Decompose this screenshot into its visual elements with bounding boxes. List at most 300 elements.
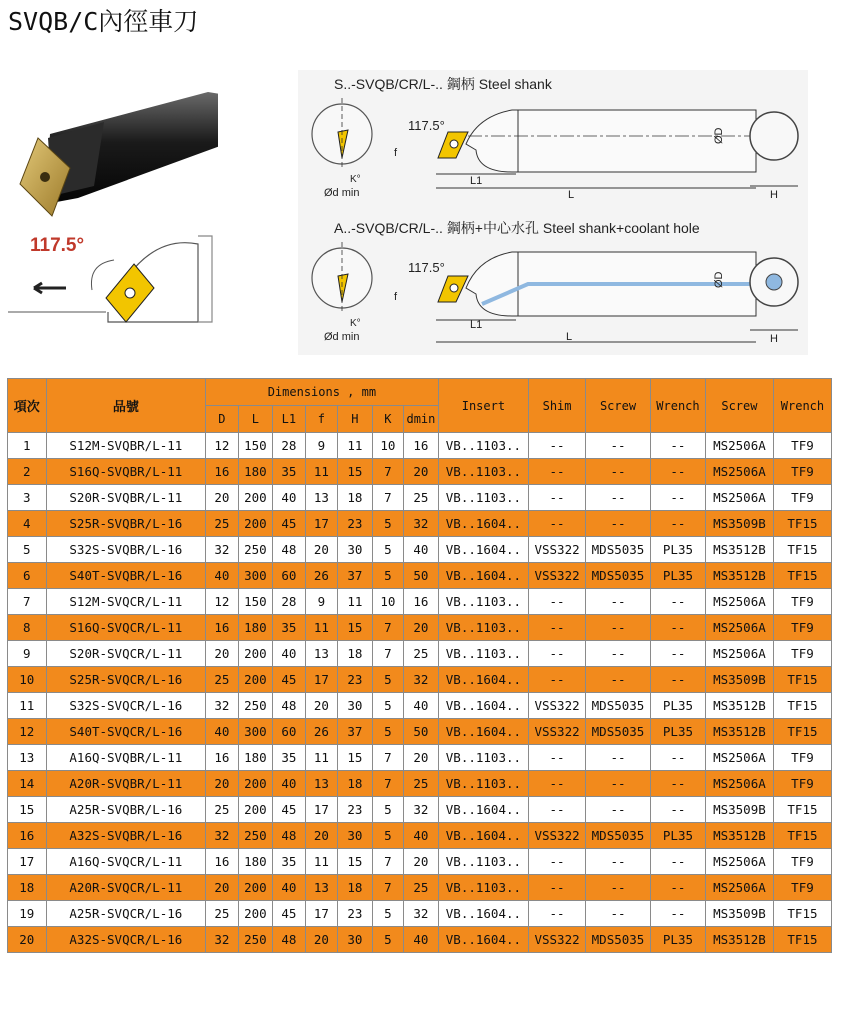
f-cell: 11 (305, 745, 338, 771)
k-cell: 7 (372, 771, 403, 797)
model-cell: S12M-SVQBR/L-11 (46, 433, 206, 459)
f-cell: 11 (305, 849, 338, 875)
screw-cell: -- (586, 901, 651, 927)
wrench2-cell: TF15 (773, 927, 831, 953)
l1-cell: 35 (273, 459, 306, 485)
screw2-cell: MS3509B (705, 667, 773, 693)
wrench2-cell: TF15 (773, 719, 831, 745)
insert-cell: VB..1103.. (438, 849, 528, 875)
d-cell: 25 (206, 511, 239, 537)
wrench2-cell: TF9 (773, 849, 831, 875)
model-cell: S12M-SVQCR/L-11 (46, 589, 206, 615)
screw2-cell: MS3509B (705, 901, 773, 927)
f-cell: 20 (305, 693, 338, 719)
wrench2-cell: TF15 (773, 537, 831, 563)
dmin-cell: 20 (404, 849, 439, 875)
table-row (8, 693, 832, 719)
model-cell: S25R-SVQCR/L-16 (46, 667, 206, 693)
wrench-cell: PL35 (651, 927, 706, 953)
header-wrench: Wrench (651, 379, 706, 433)
dmin-cell: 25 (404, 771, 439, 797)
k-cell: 5 (372, 719, 403, 745)
h-cell: 15 (338, 745, 373, 771)
table-row (8, 615, 832, 641)
header-f: f (305, 406, 338, 433)
table-row (8, 485, 832, 511)
model-cell: S25R-SVQBR/L-16 (46, 511, 206, 537)
shim-cell: -- (529, 641, 586, 667)
f-cell: 17 (305, 667, 338, 693)
screw-cell: MDS5035 (586, 823, 651, 849)
screw2-cell: MS2506A (705, 459, 773, 485)
table-row (8, 511, 832, 537)
wrench2-cell: TF15 (773, 797, 831, 823)
header-dmin: dmin (404, 406, 439, 433)
screw2-cell: MS2506A (705, 641, 773, 667)
h-cell: 11 (338, 433, 373, 459)
wrench-cell: -- (651, 901, 706, 927)
wrench-cell: -- (651, 667, 706, 693)
shim-cell: VSS322 (529, 823, 586, 849)
screw-cell: -- (586, 771, 651, 797)
dmin-cell: 50 (404, 719, 439, 745)
h-cell: 30 (338, 693, 373, 719)
l-cell: 250 (238, 537, 273, 563)
feed-arrow-icon (34, 283, 66, 293)
model-cell: A25R-SVQCR/L-16 (46, 901, 206, 927)
model-cell: A32S-SVQCR/L-16 (46, 927, 206, 953)
k-cell: 5 (372, 927, 403, 953)
dmin-cell: 32 (404, 511, 439, 537)
l-cell: 200 (238, 511, 273, 537)
screw2-cell: MS2506A (705, 849, 773, 875)
insert-cell: VB..1103.. (438, 615, 528, 641)
table-body (8, 433, 832, 953)
screw2-cell: MS3512B (705, 719, 773, 745)
screw2-cell: MS2506A (705, 615, 773, 641)
h-cell: 30 (338, 537, 373, 563)
insert-cell: VB..1604.. (438, 537, 528, 563)
table-row (8, 537, 832, 563)
steel-f-label: f (394, 147, 398, 159)
screw-cell: MDS5035 (586, 693, 651, 719)
l1-cell: 35 (273, 745, 306, 771)
k-cell: 5 (372, 901, 403, 927)
dmin-cell: 16 (404, 589, 439, 615)
table-row (8, 589, 832, 615)
header-k: K (372, 406, 403, 433)
table-row (8, 823, 832, 849)
dmin-cell: 20 (404, 459, 439, 485)
item-cell: 10 (8, 667, 47, 693)
h-cell: 23 (338, 667, 373, 693)
screw2-cell: MS3512B (705, 693, 773, 719)
wrench2-cell: TF15 (773, 667, 831, 693)
f-cell: 9 (305, 433, 338, 459)
l1-cell: 45 (273, 797, 306, 823)
dmin-cell: 32 (404, 667, 439, 693)
model-cell: S40T-SVQCR/L-16 (46, 719, 206, 745)
h-cell: 23 (338, 797, 373, 823)
item-cell: 8 (8, 615, 47, 641)
l1-cell: 45 (273, 667, 306, 693)
d-cell: 20 (206, 771, 239, 797)
l-cell: 300 (238, 719, 273, 745)
wrench-cell: -- (651, 875, 706, 901)
f-cell: 13 (305, 875, 338, 901)
wrench-cell: PL35 (651, 719, 706, 745)
model-cell: S32S-SVQBR/L-16 (46, 537, 206, 563)
wrench-cell: -- (651, 459, 706, 485)
coolant-dmin-label: Ød min (324, 331, 360, 343)
item-cell: 17 (8, 849, 47, 875)
shim-cell: -- (529, 667, 586, 693)
coolant-f-label: f (394, 291, 398, 303)
header-l1: L1 (273, 406, 306, 433)
insert-cell: VB..1604.. (438, 797, 528, 823)
k-cell: 5 (372, 537, 403, 563)
wrench-cell: -- (651, 745, 706, 771)
table-row (8, 745, 832, 771)
model-cell: A25R-SVQBR/L-16 (46, 797, 206, 823)
dmin-cell: 25 (404, 641, 439, 667)
screw2-cell: MS2506A (705, 485, 773, 511)
screw-cell: -- (586, 745, 651, 771)
technical-drawings (298, 70, 808, 355)
l-cell: 180 (238, 745, 273, 771)
l1-cell: 40 (273, 485, 306, 511)
l1-cell: 48 (273, 537, 306, 563)
l-cell: 200 (238, 875, 273, 901)
d-cell: 40 (206, 719, 239, 745)
screw-cell: -- (586, 485, 651, 511)
insert-cell: VB..1604.. (438, 823, 528, 849)
l-cell: 180 (238, 615, 273, 641)
coolant-l1-label: L1 (470, 319, 483, 331)
insert-cell: VB..1604.. (438, 693, 528, 719)
steel-k-label: K° (350, 174, 361, 185)
h-cell: 30 (338, 823, 373, 849)
header-shim: Shim (529, 379, 586, 433)
shim-cell: VSS322 (529, 537, 586, 563)
tool-photo (8, 86, 218, 332)
screw2-cell: MS2506A (705, 875, 773, 901)
model-cell: A16Q-SVQBR/L-11 (46, 745, 206, 771)
item-cell: 3 (8, 485, 47, 511)
item-cell: 19 (8, 901, 47, 927)
table-row (8, 875, 832, 901)
insert-cell: VB..1604.. (438, 511, 528, 537)
d-cell: 20 (206, 875, 239, 901)
screw2-cell: MS3512B (705, 927, 773, 953)
d-cell: 25 (206, 797, 239, 823)
screw-cell: MDS5035 (586, 927, 651, 953)
wrench2-cell: TF15 (773, 511, 831, 537)
table-row (8, 849, 832, 875)
k-cell: 5 (372, 667, 403, 693)
d-cell: 32 (206, 823, 239, 849)
header-wrench-2: Wrench (773, 379, 831, 433)
d-cell: 32 (206, 693, 239, 719)
h-cell: 18 (338, 771, 373, 797)
shim-cell: -- (529, 433, 586, 459)
item-cell: 7 (8, 589, 47, 615)
coolant-h-label: H (770, 333, 778, 345)
dmin-cell: 40 (404, 537, 439, 563)
wrench-cell: -- (651, 797, 706, 823)
shim-cell: -- (529, 797, 586, 823)
wrench-cell: -- (651, 771, 706, 797)
d-cell: 16 (206, 849, 239, 875)
screw-cell: MDS5035 (586, 537, 651, 563)
shim-cell: -- (529, 901, 586, 927)
insert-cell: VB..1103.. (438, 433, 528, 459)
f-cell: 11 (305, 615, 338, 641)
item-cell: 1 (8, 433, 47, 459)
insert-cell: VB..1103.. (438, 641, 528, 667)
d-cell: 12 (206, 433, 239, 459)
dmin-cell: 16 (404, 433, 439, 459)
screw-cell: -- (586, 641, 651, 667)
l-cell: 180 (238, 849, 273, 875)
f-cell: 17 (305, 901, 338, 927)
steel-l1-label: L1 (470, 175, 483, 187)
l-cell: 150 (238, 433, 273, 459)
f-cell: 20 (305, 537, 338, 563)
screw2-cell: MS2506A (705, 589, 773, 615)
wrench2-cell: TF9 (773, 771, 831, 797)
header-dimensions: Dimensions , mm (206, 379, 439, 406)
l-cell: 250 (238, 693, 273, 719)
coolant-k-label: K° (350, 318, 361, 329)
item-cell: 2 (8, 459, 47, 485)
insert-cell: VB..1604.. (438, 563, 528, 589)
shim-cell: -- (529, 771, 586, 797)
table-row (8, 459, 832, 485)
h-cell: 15 (338, 849, 373, 875)
item-cell: 20 (8, 927, 47, 953)
screw-cell: -- (586, 589, 651, 615)
wrench-cell: -- (651, 615, 706, 641)
steel-h-label: H (770, 189, 778, 201)
shim-cell: -- (529, 485, 586, 511)
table-row (8, 719, 832, 745)
dmin-cell: 25 (404, 485, 439, 511)
dmin-cell: 32 (404, 901, 439, 927)
l-cell: 180 (238, 459, 273, 485)
l-cell: 200 (238, 667, 273, 693)
h-cell: 30 (338, 927, 373, 953)
spec-table (7, 378, 832, 953)
screw-cell: -- (586, 875, 651, 901)
wrench-cell: PL35 (651, 537, 706, 563)
dmin-cell: 40 (404, 823, 439, 849)
d-cell: 20 (206, 485, 239, 511)
dmin-cell: 50 (404, 563, 439, 589)
screw2-cell: MS3509B (705, 511, 773, 537)
item-cell: 4 (8, 511, 47, 537)
insert-diagram (106, 264, 154, 322)
k-cell: 7 (372, 641, 403, 667)
angle-label: 117.5° (30, 235, 85, 256)
k-cell: 5 (372, 563, 403, 589)
l1-cell: 45 (273, 511, 306, 537)
shim-cell: -- (529, 875, 586, 901)
k-cell: 10 (372, 589, 403, 615)
shim-cell: -- (529, 459, 586, 485)
model-cell: S16Q-SVQCR/L-11 (46, 615, 206, 641)
h-cell: 23 (338, 511, 373, 537)
l1-cell: 48 (273, 693, 306, 719)
d-cell: 40 (206, 563, 239, 589)
header-item: 項次 (8, 379, 47, 433)
k-cell: 7 (372, 849, 403, 875)
wrench2-cell: TF9 (773, 615, 831, 641)
h-cell: 37 (338, 719, 373, 745)
dmin-cell: 40 (404, 927, 439, 953)
table-row (8, 797, 832, 823)
k-cell: 7 (372, 615, 403, 641)
l-cell: 200 (238, 901, 273, 927)
f-cell: 17 (305, 797, 338, 823)
h-cell: 15 (338, 459, 373, 485)
table-row (8, 901, 832, 927)
f-cell: 13 (305, 641, 338, 667)
k-cell: 10 (372, 433, 403, 459)
steel-dmin-label: Ød min (324, 187, 360, 199)
header-h: H (338, 406, 373, 433)
screw2-cell: MS2506A (705, 771, 773, 797)
dmin-cell: 20 (404, 615, 439, 641)
h-cell: 18 (338, 875, 373, 901)
wrench2-cell: TF9 (773, 745, 831, 771)
insert-cell: VB..1604.. (438, 901, 528, 927)
header-l: L (238, 406, 273, 433)
item-cell: 9 (8, 641, 47, 667)
table-row (8, 771, 832, 797)
dmin-cell: 25 (404, 875, 439, 901)
l1-cell: 40 (273, 641, 306, 667)
k-cell: 7 (372, 875, 403, 901)
h-cell: 37 (338, 563, 373, 589)
l1-cell: 35 (273, 615, 306, 641)
dmin-cell: 32 (404, 797, 439, 823)
k-cell: 7 (372, 485, 403, 511)
k-cell: 5 (372, 823, 403, 849)
header-d: D (206, 406, 239, 433)
h-cell: 11 (338, 589, 373, 615)
insert-cell: VB..1604.. (438, 927, 528, 953)
item-cell: 11 (8, 693, 47, 719)
insert-cell: VB..1604.. (438, 719, 528, 745)
d-cell: 16 (206, 745, 239, 771)
wrench2-cell: TF15 (773, 823, 831, 849)
k-cell: 5 (372, 693, 403, 719)
shim-cell: VSS322 (529, 693, 586, 719)
screw-cell: -- (586, 797, 651, 823)
insert-cell: VB..1103.. (438, 745, 528, 771)
boring-bar-photo (20, 92, 218, 216)
f-cell: 26 (305, 563, 338, 589)
l1-cell: 35 (273, 849, 306, 875)
coolant-l-label: L (566, 331, 573, 343)
k-cell: 7 (372, 459, 403, 485)
l1-cell: 60 (273, 563, 306, 589)
coolant-d-label: ØD (713, 271, 725, 288)
wrench2-cell: TF15 (773, 693, 831, 719)
shim-cell: VSS322 (529, 563, 586, 589)
table-row (8, 563, 832, 589)
table-row (8, 667, 832, 693)
f-cell: 9 (305, 589, 338, 615)
model-cell: S16Q-SVQBR/L-11 (46, 459, 206, 485)
h-cell: 23 (338, 901, 373, 927)
f-cell: 13 (305, 771, 338, 797)
dmin-cell: 40 (404, 693, 439, 719)
wrench-cell: -- (651, 433, 706, 459)
h-cell: 15 (338, 615, 373, 641)
header-model: 品號 (46, 379, 206, 433)
wrench-cell: -- (651, 641, 706, 667)
d-cell: 16 (206, 615, 239, 641)
h-cell: 18 (338, 485, 373, 511)
screw2-cell: MS2506A (705, 745, 773, 771)
wrench-cell: PL35 (651, 693, 706, 719)
insert-cell: VB..1604.. (438, 667, 528, 693)
steel-l-label: L (568, 189, 575, 201)
wrench2-cell: TF9 (773, 641, 831, 667)
shim-cell: -- (529, 589, 586, 615)
table-row (8, 641, 832, 667)
item-cell: 12 (8, 719, 47, 745)
page-title: SVQB/C內徑車刀 (8, 7, 199, 36)
l1-cell: 28 (273, 433, 306, 459)
model-cell: A16Q-SVQCR/L-11 (46, 849, 206, 875)
model-cell: S32S-SVQCR/L-16 (46, 693, 206, 719)
f-cell: 20 (305, 823, 338, 849)
wrench2-cell: TF9 (773, 875, 831, 901)
wrench-cell: -- (651, 589, 706, 615)
k-cell: 7 (372, 745, 403, 771)
shim-cell: -- (529, 849, 586, 875)
table-row (8, 927, 832, 953)
l-cell: 250 (238, 927, 273, 953)
l1-cell: 48 (273, 927, 306, 953)
wrench-cell: PL35 (651, 823, 706, 849)
insert-cell: VB..1103.. (438, 485, 528, 511)
insert-cell: VB..1103.. (438, 589, 528, 615)
insert-cell: VB..1103.. (438, 875, 528, 901)
k-cell: 5 (372, 511, 403, 537)
h-cell: 18 (338, 641, 373, 667)
item-cell: 13 (8, 745, 47, 771)
l1-cell: 40 (273, 875, 306, 901)
d-cell: 25 (206, 667, 239, 693)
k-cell: 5 (372, 797, 403, 823)
wrench2-cell: TF15 (773, 901, 831, 927)
steel-angle-label: 117.5° (408, 118, 445, 133)
shim-cell: VSS322 (529, 719, 586, 745)
header-screw: Screw (586, 379, 651, 433)
l1-cell: 28 (273, 589, 306, 615)
wrench2-cell: TF9 (773, 433, 831, 459)
coolant-caption: A..-SVQB/CR/L-.. 鋼柄+中心水孔 Steel shank+coolant hole (334, 220, 700, 236)
insert-cell: VB..1103.. (438, 771, 528, 797)
l-cell: 200 (238, 485, 273, 511)
l1-cell: 60 (273, 719, 306, 745)
screw2-cell: MS2506A (705, 433, 773, 459)
wrench2-cell: TF9 (773, 459, 831, 485)
